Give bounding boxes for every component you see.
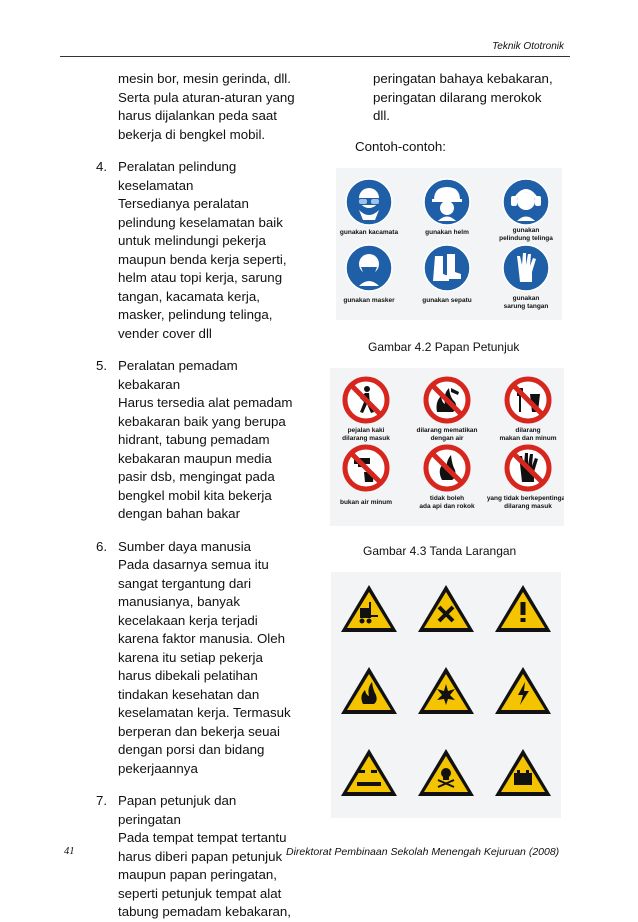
goggles-icon <box>346 179 392 225</box>
text-line: Pada tempat tempat tertantu <box>118 830 287 845</box>
text-line: hidrant, tabung pemadam <box>118 432 270 447</box>
no-fire-smoking-icon <box>426 447 468 489</box>
text-line: keselamatan kerja. Termasuk <box>118 705 291 720</box>
text-line: Serta pula aturan-aturan yang <box>118 89 295 105</box>
text-line: dengan bahan bakar <box>118 506 240 521</box>
sign-label: pejalan kaki <box>347 427 385 434</box>
item-6 <box>96 538 309 779</box>
text-line: kebakaran maupun media <box>118 450 272 466</box>
item-title <box>96 792 309 829</box>
helmet-icon <box>424 179 470 225</box>
text-line: maupun benda kerja seperti, <box>118 251 287 267</box>
mask-icon <box>346 245 392 291</box>
text-line: kebakaran <box>118 376 181 392</box>
general-warning-icon <box>495 585 551 632</box>
text-line: dengan porsi dan bidang <box>118 742 265 757</box>
text-line: Pada dasarnya semua itu <box>118 557 269 572</box>
item-7 <box>96 792 309 922</box>
text-line: peringatan dilarang merokok <box>373 89 542 105</box>
text-line: harus dijalankan peda saat <box>118 108 277 123</box>
flammable-warning-icon <box>341 667 397 714</box>
text-line: bekerja di bengkel mobil. <box>118 126 266 142</box>
text-line: masker, pelindung telinga, <box>118 307 273 322</box>
ear-protection-icon <box>503 179 549 225</box>
sign-label: makan dan minum <box>499 435 557 442</box>
sign-label: gunakan <box>512 227 540 234</box>
no-eating-icon <box>507 379 549 421</box>
page-number: 41 <box>64 846 75 857</box>
item-body <box>96 195 309 343</box>
mandatory-signs-panel <box>336 168 562 320</box>
sign-label: gunakan helm <box>425 229 469 236</box>
sign-label: dengan air <box>430 435 464 442</box>
sign-label: dilarang masuk <box>342 435 390 442</box>
text-line: Peralatan pelindung <box>118 159 237 174</box>
left-column <box>96 70 309 922</box>
sign-label: sarung tangan <box>503 303 549 310</box>
text-line: dll. <box>373 108 390 123</box>
text-line: pekerjaannya <box>118 760 198 776</box>
caption-figure-4-3: Gambar 4.3 Tanda Larangan <box>363 544 517 558</box>
item-title <box>96 538 309 557</box>
item-title <box>96 158 309 195</box>
electric-warning-icon <box>495 667 551 714</box>
sign-label: dilarang <box>515 427 541 434</box>
text-line: peringatan <box>118 811 181 827</box>
harmful-warning-icon <box>418 585 474 632</box>
sign-label: gunakan sepatu <box>422 297 472 304</box>
warning-signs-panel <box>331 572 561 818</box>
text-line: tindakan kesehatan dan <box>118 686 260 702</box>
text-line: Papan petunjuk dan <box>118 793 237 808</box>
text-line: seperti petunjuk tempat alat <box>118 885 282 901</box>
gloves-icon <box>503 245 549 291</box>
no-water-extinguish-icon <box>426 379 468 421</box>
sign-label: gunakan masker <box>343 297 395 304</box>
toxic-warning-icon <box>418 749 474 796</box>
text-line: tabung pemadam kebakaran, <box>118 904 291 919</box>
text-line: helm atau topi kerja, sarung <box>118 270 283 285</box>
item-number: 5. <box>96 358 108 373</box>
text-line: Tersedianya peralatan <box>118 196 249 211</box>
forklift-warning-icon <box>341 585 397 632</box>
item-number: 7. <box>96 793 108 808</box>
text-line: maupun papan peringatan, <box>118 867 277 882</box>
item-body <box>96 829 309 922</box>
sign-label: yang tidak berkepentingan <box>486 495 564 502</box>
sign-label: bukan air minum <box>339 499 393 506</box>
item-5 <box>96 357 309 524</box>
prohibition-signs <box>330 368 564 526</box>
sign-label: dilarang mematikan <box>416 427 478 434</box>
no-pedestrian-icon <box>345 379 387 421</box>
sign-label: pelindung telinga <box>499 235 553 242</box>
battery-warning-icon <box>495 749 551 796</box>
item-body <box>96 394 309 524</box>
no-entry-hand-icon <box>507 447 549 489</box>
text-line: peringatan bahaya kebakaran, <box>373 71 553 86</box>
text-line: karena itu setiap pekerja <box>118 649 263 665</box>
text-line: pasir dsb, mengingat pada <box>118 469 275 484</box>
not-drinking-water-icon <box>345 447 387 489</box>
page-header <box>60 38 570 57</box>
sign-label: tidak boleh <box>429 495 465 502</box>
sign-label: gunakan <box>512 295 540 302</box>
sign-label: ada api dan rokok <box>419 503 475 510</box>
text-line: pelindung keselamatan baik <box>118 214 283 230</box>
item-number: 4. <box>96 159 108 174</box>
text-line: vender cover dll <box>118 325 212 341</box>
explosive-warning-icon <box>418 667 474 714</box>
header-title: Teknik Ototronik <box>492 41 564 52</box>
text-line: sangat tergantung dari <box>118 575 252 591</box>
item-number: 6. <box>96 538 108 554</box>
text-line: karena faktor manusia. Oleh <box>118 631 286 646</box>
text-line: bengkel mobil kita bekerja <box>118 487 272 503</box>
boots-icon <box>424 245 470 291</box>
item-4 <box>96 158 309 343</box>
text-line: Peralatan pemadam <box>118 358 238 373</box>
item-body <box>96 556 309 778</box>
text-line: keselamatan <box>118 177 194 193</box>
mandatory-signs <box>336 168 562 320</box>
sign-label: gunakan kacamata <box>339 229 399 236</box>
caption-figure-4-2: Gambar 4.2 Papan Petunjuk <box>368 340 520 354</box>
sign-label: dilarang masuk <box>504 503 552 510</box>
text-line: berperan dan bekerja seuai <box>118 723 280 739</box>
right-intro <box>355 70 565 126</box>
left-intro <box>96 70 309 144</box>
text-line: harus dibekali pelatihan <box>118 668 258 683</box>
footer-publisher: Direktorat Pembinaan Sekolah Menengah Kejuruan (2008) <box>286 846 560 858</box>
item-title <box>96 357 309 394</box>
text-line: harus diberi papan petunjuk <box>118 848 283 864</box>
text-line: Harus tersedia alat pemadam <box>118 395 293 410</box>
text-line: mesin bor, mesin gerinda, dll. <box>118 71 291 86</box>
text-line: tangan, kacamata kerja, <box>118 288 260 304</box>
text-line: Sumber daya manusia <box>118 538 252 554</box>
warning-signs <box>331 572 561 818</box>
prohibition-signs-panel <box>330 368 564 526</box>
text-line: manusianya, banyak <box>118 594 240 609</box>
text-line: untuk melindungi pekerja <box>118 233 266 248</box>
examples-label: Contoh-contoh: <box>355 139 446 154</box>
corrosive-warning-icon <box>341 749 397 796</box>
text-line: kebakaran baik yang berupa <box>118 413 286 429</box>
text-line: kecelakaan kerja terjadi <box>118 612 258 628</box>
